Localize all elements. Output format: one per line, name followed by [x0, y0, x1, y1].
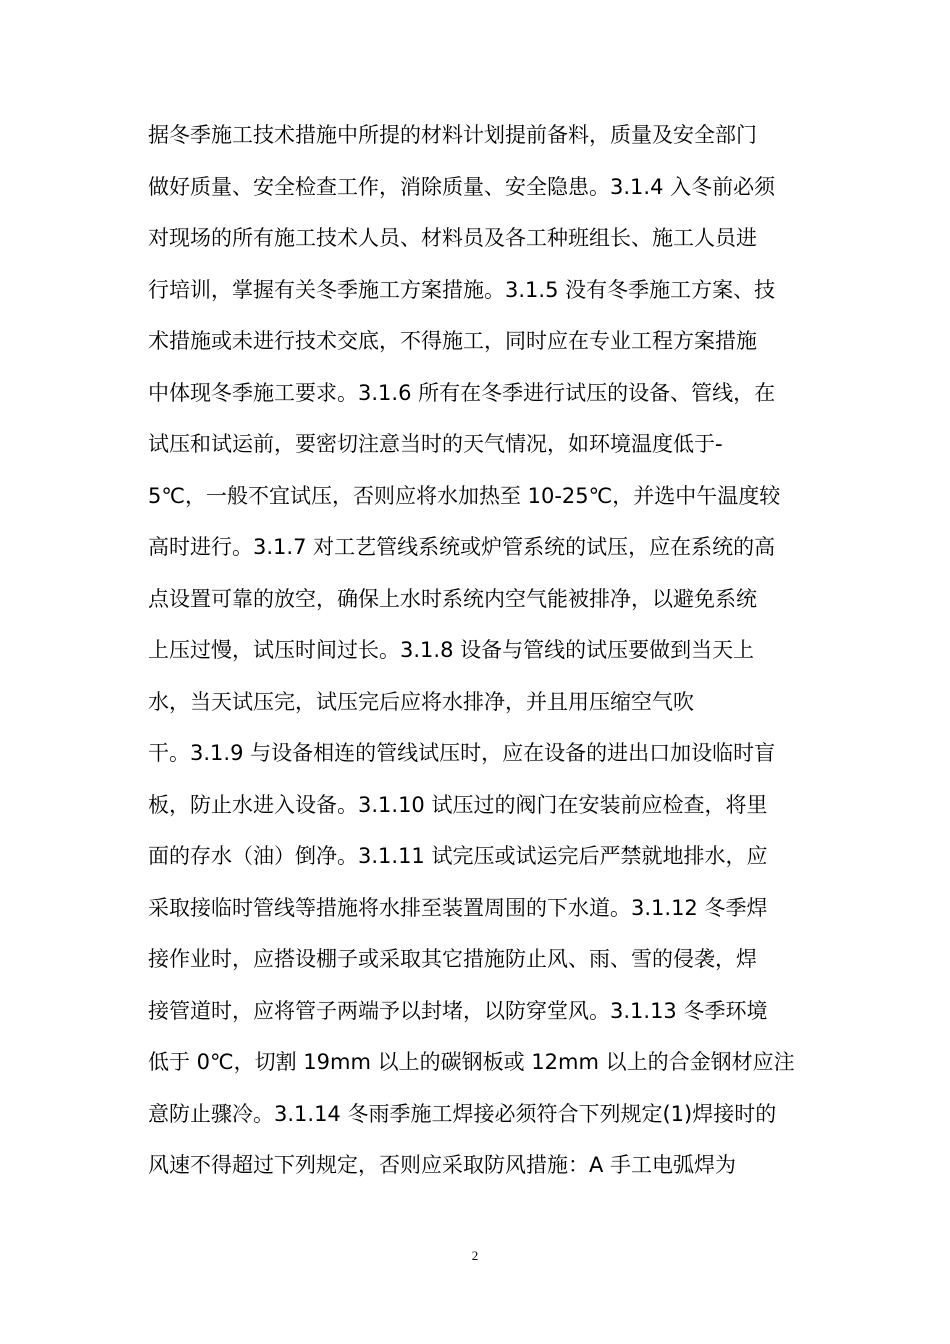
text-line: 中体现冬季施工要求。3.1.6 所有在冬季进行试压的设备、管线，在 [148, 380, 776, 405]
text-line: 面的存水（油）倒净。3.1.11 试完压或试运完后严禁就地排水，应 [148, 844, 768, 868]
text-line: 上压过慢，试压时间过长。3.1.8 设备与管线的试压要做到当天上 [148, 638, 755, 662]
text-line: 点设置可靠的放空，确保上水时系统内空气能被排净，以避免系统 [148, 586, 757, 611]
text-line: 接管道时，应将管子两端予以封堵，以防穿堂风。3.1.13 冬季环境 [148, 998, 768, 1023]
text-line: 干。3.1.9 与设备相连的管线试压时，应在设备的进出口加设临时盲 [148, 741, 776, 765]
text-line: 对现场的所有施工技术人员、材料员及各工种班组长、施工人员进 [148, 226, 757, 250]
text-line: 板，防止水进入设备。3.1.10 试压过的阀门在安装前应检查，将里 [148, 792, 768, 817]
text-line: 术措施或未进行技术交底，不得施工，同时应在专业工程方案措施 [148, 329, 757, 353]
text-line: 做好质量、安全检查工作，消除质量、安全隐患。3.1.4 入冬前必须 [148, 174, 776, 199]
text-line: 行培训，掌握有关冬季施工方案措施。3.1.5 没有冬季施工方案、技 [148, 277, 776, 302]
text-line: 水，当天试压完，试压完后应将水排净，并且用压缩空气吹 [148, 689, 694, 714]
text-line: 5℃，一般不宜试压，否则应将水加热至 10-25℃，并选中午温度较 [148, 483, 781, 508]
text-line: 意防止骤冷。3.1.14 冬雨季施工焊接必须符合下列规定(1)焊接时的 [148, 1101, 777, 1126]
text-line: 据冬季施工技术措施中所提的材料计划提前备料，质量及安全部门 [148, 123, 757, 147]
text-line: 采取接临时管线等措施将水排至装置周围的下水道。3.1.12 冬季焊 [148, 895, 768, 920]
page-number: 2 [471, 1248, 479, 1263]
text-line: 风速不得超过下列规定，否则应采取防风措施：A 手工电弧焊为 [148, 1153, 737, 1177]
text-line: 高时进行。3.1.7 对工艺管线系统或炉管系统的试压，应在系统的高 [148, 535, 776, 559]
text-line: 低于 0℃，切割 19mm 以上的碳钢板或 12mm 以上的合金钢材应注 [148, 1050, 795, 1074]
text-line: 试压和试运前，要密切注意当时的天气情况，如环境温度低于- [148, 432, 723, 456]
body-text [148, 110, 808, 1192]
text-line: 接作业时，应搭设棚子或采取其它措施防止风、雨、雪的侵袭，焊 [148, 947, 757, 971]
